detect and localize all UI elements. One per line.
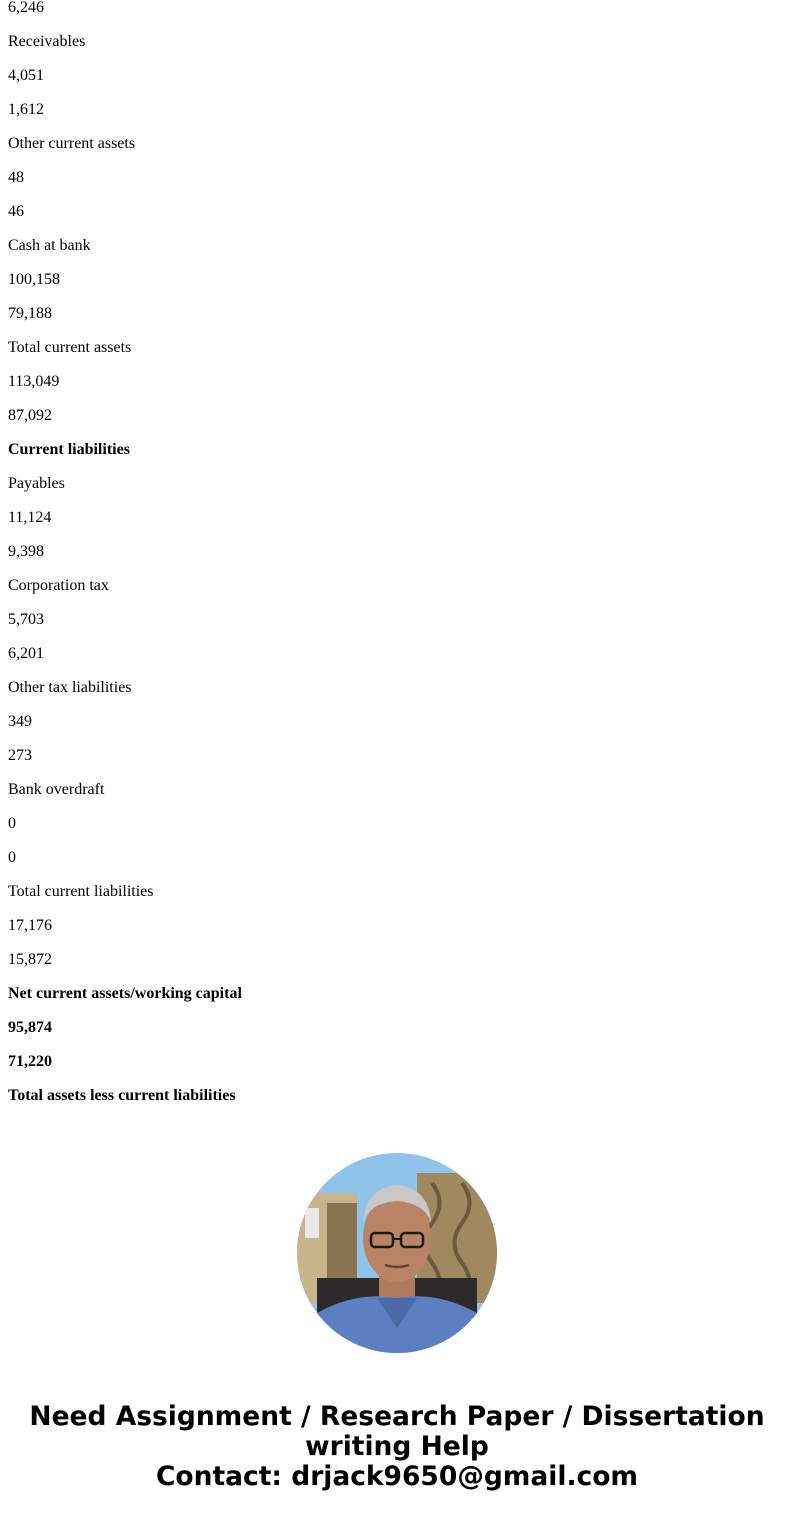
statement-line: 15,872 [8,951,52,968]
statement-line: 48 [8,169,24,186]
statement-line: 0 [8,815,16,832]
statement-heading: 71,220 [8,1053,52,1070]
statement-line: Total current assets [8,339,132,356]
statement-heading: Net current assets/working capital [8,985,242,1002]
statement-line: 113,049 [8,373,60,390]
statement-line: 17,176 [8,917,52,934]
statement-line: 6,246 [8,0,44,16]
statement-line: Receivables [8,33,86,50]
statement-heading: Total assets less current liabilities [8,1087,236,1104]
statement-line: 1,612 [8,101,44,118]
statement-line: 9,398 [8,543,44,560]
promo-line-1: Need Assignment / Research Paper / Dissertation [29,1401,765,1432]
promo-line-2: writing Help [305,1431,489,1462]
statement-line: Cash at bank [8,237,91,254]
statement-line: 5,703 [8,611,44,628]
financial-statement [8,0,788,1113]
statement-line: 46 [8,203,24,220]
promo-contact: Contact: drjack9650@gmail.com [155,1461,639,1492]
statement-line: 79,188 [8,305,52,322]
statement-line: Other tax liabilities [8,679,132,696]
author-photo [297,1153,497,1353]
statement-line: 11,124 [8,509,52,526]
statement-heading: 95,874 [8,1019,52,1036]
statement-line: 4,051 [8,67,44,84]
statement-line: Other current assets [8,135,136,152]
statement-line: Total current liabilities [8,883,154,900]
statement-line: 6,201 [8,645,44,662]
statement-line: Corporation tax [8,577,109,594]
statement-line: Bank overdraft [8,781,105,798]
statement-heading: Current liabilities [8,441,130,458]
statement-line: Payables [8,475,65,492]
statement-line: 0 [8,849,16,866]
author-portrait [297,1153,497,1353]
statement-line: 87,092 [8,407,52,424]
promo-banner [0,1402,794,1492]
statement-line: 273 [8,747,32,764]
statement-line: 349 [8,713,32,730]
statement-line: 100,158 [8,271,60,288]
